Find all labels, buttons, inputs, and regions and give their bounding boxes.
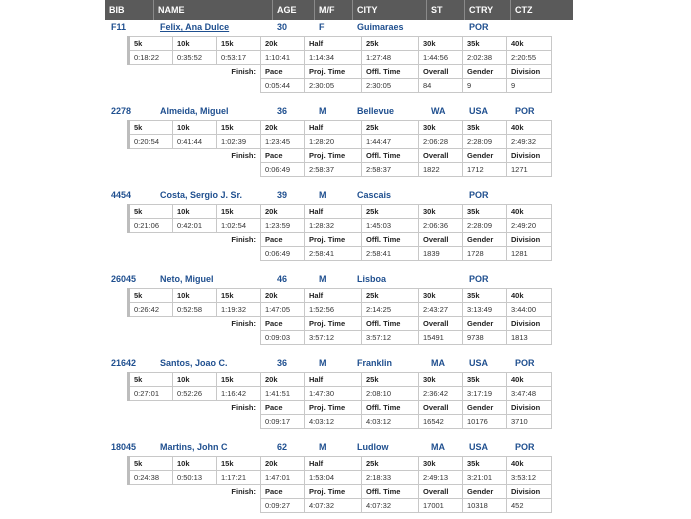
split-value-row [129, 471, 552, 485]
finish-spacer [129, 499, 261, 513]
split-time: 1:45:03 [362, 219, 419, 233]
split-time: 2:36:42 [419, 387, 463, 401]
split-time: 1:47:05 [261, 303, 305, 317]
split-value-row [129, 51, 552, 65]
split-value-row [129, 387, 552, 401]
split-time: 2:14:25 [362, 303, 419, 317]
split-label: Half [305, 289, 362, 303]
finish-spacer [129, 163, 261, 177]
finish-spacer [129, 331, 261, 345]
split-label: 10k [173, 457, 217, 471]
split-label: 20k [261, 205, 305, 219]
split-time: 3:17:19 [463, 387, 507, 401]
runner-country: POR [469, 22, 489, 32]
finish-label: Finish: [231, 67, 256, 77]
finish-stat-value: 2:58:41 [305, 247, 362, 261]
split-label-row [129, 373, 552, 387]
split-time: 3:13:49 [463, 303, 507, 317]
split-time: 1:28:32 [305, 219, 362, 233]
split-time: 3:53:12 [507, 471, 552, 485]
finish-stat-value: 3710 [507, 415, 552, 429]
finish-stat-label: Pace [261, 317, 305, 331]
runner-age: 30 [277, 22, 288, 32]
split-value-row [129, 135, 552, 149]
split-label: 25k [362, 373, 419, 387]
finish-stat-label: Offl. Time [362, 401, 419, 415]
finish-stat-label: Proj. Time [305, 401, 362, 415]
bib-number: 2278 [111, 106, 132, 116]
runner-country: USA [469, 442, 489, 452]
split-times-table [127, 288, 552, 345]
runner-summary-row [105, 356, 573, 370]
header-gender[interactable]: M/F [314, 0, 352, 20]
split-label: 5k [129, 121, 173, 135]
finish-stat-label: Pace [261, 485, 305, 499]
split-label: 5k [129, 373, 173, 387]
finish-label-row [129, 149, 552, 163]
split-time: 1:10:41 [261, 51, 305, 65]
finish-stat-label: Overall [419, 233, 463, 247]
finish-stat-value: 9 [463, 79, 507, 93]
finish-stat-label: Division [507, 233, 552, 247]
bib-number: 26045 [111, 274, 137, 284]
split-label: 30k [419, 289, 463, 303]
split-label: 15k [217, 121, 261, 135]
split-label: 15k [217, 37, 261, 51]
split-time: 0:27:01 [129, 387, 173, 401]
split-time: 2:02:38 [463, 51, 507, 65]
runner-name[interactable]: Almeida, Miguel [160, 106, 229, 116]
split-time: 0:21:06 [129, 219, 173, 233]
finish-label: Finish: [231, 487, 256, 497]
split-label: 15k [217, 373, 261, 387]
runner-citizenship: POR [515, 442, 535, 452]
finish-stat-label: Overall [419, 65, 463, 79]
finish-stat-value: 1271 [507, 163, 552, 177]
finish-stat-label: Proj. Time [305, 65, 362, 79]
split-label-row [129, 37, 552, 51]
finish-stat-value: 4:07:32 [362, 499, 419, 513]
finish-stat-value: 0:09:03 [261, 331, 305, 345]
runner-summary-row [105, 188, 573, 202]
runner-citizenship: POR [515, 106, 535, 116]
split-label: 40k [507, 37, 552, 51]
header-country[interactable]: CTRY [464, 0, 510, 20]
finish-stat-label: Pace [261, 233, 305, 247]
runner-age: 39 [277, 190, 288, 200]
runner-city: Lisboa [357, 274, 387, 284]
split-label: 25k [362, 289, 419, 303]
split-label: 15k [217, 289, 261, 303]
finish-stat-label: Proj. Time [305, 317, 362, 331]
finish-stat-label: Division [507, 149, 552, 163]
finish-stat-label: Gender [463, 233, 507, 247]
header-city[interactable]: CITY [352, 0, 426, 20]
split-times-table [127, 204, 552, 261]
split-label: 35k [463, 205, 507, 219]
split-time: 1:44:56 [419, 51, 463, 65]
split-time: 1:02:54 [217, 219, 261, 233]
split-label: 5k [129, 37, 173, 51]
split-time: 1:17:21 [217, 471, 261, 485]
finish-stat-label: Pace [261, 65, 305, 79]
split-value-row [129, 219, 552, 233]
split-time: 2:49:13 [419, 471, 463, 485]
split-label-row [129, 121, 552, 135]
split-label: 20k [261, 37, 305, 51]
runner-summary-row [105, 20, 573, 34]
finish-stat-value: 16542 [419, 415, 463, 429]
finish-label-row [129, 485, 552, 499]
runner-name[interactable]: Martins, John C [160, 442, 228, 452]
finish-value-row [129, 331, 552, 345]
split-time: 2:28:09 [463, 219, 507, 233]
runner-state: WA [431, 106, 446, 116]
split-time: 1:44:47 [362, 135, 419, 149]
split-time: 1:47:01 [261, 471, 305, 485]
runner-state: MA [431, 442, 445, 452]
split-label: 5k [129, 289, 173, 303]
split-label: Half [305, 373, 362, 387]
runner-country: POR [469, 190, 489, 200]
bib-number: 21642 [111, 358, 137, 368]
finish-label: Finish: [231, 235, 256, 245]
split-label: 10k [173, 205, 217, 219]
runner-age: 36 [277, 358, 288, 368]
split-label: 30k [419, 373, 463, 387]
finish-stat-value: 9738 [463, 331, 507, 345]
finish-stat-label: Overall [419, 401, 463, 415]
runner-gender: M [319, 274, 327, 284]
split-time: 2:06:28 [419, 135, 463, 149]
header-name[interactable]: NAME [153, 0, 272, 20]
split-label: 20k [261, 289, 305, 303]
split-times-table [127, 456, 552, 513]
runner-city: Franklin [357, 358, 393, 368]
finish-label: Finish: [231, 319, 256, 329]
finish-stat-label: Proj. Time [305, 149, 362, 163]
runner-age: 36 [277, 106, 288, 116]
split-label: Half [305, 457, 362, 471]
split-time: 2:43:27 [419, 303, 463, 317]
runner-city: Cascais [357, 190, 392, 200]
runner-gender: M [319, 442, 327, 452]
finish-stat-value: 0:06:49 [261, 247, 305, 261]
finish-stat-value: 2:30:05 [305, 79, 362, 93]
finish-value-row [129, 415, 552, 429]
finish-stat-label: Gender [463, 485, 507, 499]
runner-summary-row [105, 440, 573, 454]
finish-stat-value: 1822 [419, 163, 463, 177]
finish-stat-value: 1712 [463, 163, 507, 177]
finish-stat-label: Pace [261, 149, 305, 163]
split-time: 2:18:33 [362, 471, 419, 485]
split-label: 10k [173, 373, 217, 387]
split-time: 1:47:30 [305, 387, 362, 401]
runner-gender: F [319, 22, 325, 32]
split-label-row [129, 457, 552, 471]
split-time: 1:28:20 [305, 135, 362, 149]
runner-country: USA [469, 106, 489, 116]
finish-stat-value: 2:58:37 [305, 163, 362, 177]
split-time: 1:14:34 [305, 51, 362, 65]
finish-stat-value: 0:05:44 [261, 79, 305, 93]
split-label: 40k [507, 457, 552, 471]
runner-city: Ludlow [357, 442, 389, 452]
finish-value-row [129, 499, 552, 513]
finish-stat-value: 4:03:12 [362, 415, 419, 429]
finish-spacer [129, 79, 261, 93]
split-time: 1:23:45 [261, 135, 305, 149]
header-age[interactable]: AGE [272, 0, 314, 20]
split-time: 0:53:17 [217, 51, 261, 65]
split-label: 25k [362, 37, 419, 51]
runner-gender: M [319, 358, 327, 368]
split-label-row [129, 205, 552, 219]
finish-stat-label: Gender [463, 401, 507, 415]
split-label: 40k [507, 373, 552, 387]
finish-stat-value: 9 [507, 79, 552, 93]
split-value-row [129, 303, 552, 317]
finish-stat-value: 1728 [463, 247, 507, 261]
finish-stat-label: Overall [419, 485, 463, 499]
finish-spacer [129, 247, 261, 261]
split-label: 40k [507, 205, 552, 219]
split-label: 35k [463, 37, 507, 51]
split-time: 2:06:36 [419, 219, 463, 233]
finish-stat-label: Pace [261, 401, 305, 415]
split-time: 2:28:09 [463, 135, 507, 149]
finish-stat-label: Offl. Time [362, 149, 419, 163]
split-label: 40k [507, 289, 552, 303]
split-label: 25k [362, 457, 419, 471]
runner-citizenship: POR [515, 358, 535, 368]
split-time: 1:27:48 [362, 51, 419, 65]
split-label: 10k [173, 37, 217, 51]
split-label: 40k [507, 121, 552, 135]
finish-stat-value: 2:58:37 [362, 163, 419, 177]
finish-label-row [129, 317, 552, 331]
finish-value-row [129, 247, 552, 261]
finish-stat-value: 1281 [507, 247, 552, 261]
finish-label: Finish: [231, 403, 256, 413]
finish-label-row [129, 65, 552, 79]
split-label: 25k [362, 121, 419, 135]
finish-stat-label: Offl. Time [362, 317, 419, 331]
finish-stat-label: Gender [463, 149, 507, 163]
finish-stat-label: Offl. Time [362, 233, 419, 247]
split-time: 1:52:56 [305, 303, 362, 317]
split-times-table [127, 120, 552, 177]
split-label: 30k [419, 121, 463, 135]
split-time: 0:18:22 [129, 51, 173, 65]
finish-stat-value: 3:57:12 [305, 331, 362, 345]
runner-city: Bellevue [357, 106, 395, 116]
split-label: 30k [419, 457, 463, 471]
split-label: 30k [419, 37, 463, 51]
runner-city: Guimaraes [357, 22, 404, 32]
runner-gender: M [319, 106, 327, 116]
finish-stat-value: 0:06:49 [261, 163, 305, 177]
finish-stat-label: Overall [419, 149, 463, 163]
finish-stat-value: 4:07:32 [305, 499, 362, 513]
finish-stat-value: 84 [419, 79, 463, 93]
split-time: 0:26:42 [129, 303, 173, 317]
finish-stat-value: 15491 [419, 331, 463, 345]
finish-stat-value: 1813 [507, 331, 552, 345]
runner-name[interactable]: Felix, Ana Dulce [160, 22, 230, 32]
split-label: 30k [419, 205, 463, 219]
split-time: 1:41:51 [261, 387, 305, 401]
finish-stat-label: Proj. Time [305, 485, 362, 499]
split-time: 2:49:32 [507, 135, 552, 149]
split-label: Half [305, 37, 362, 51]
split-label: Half [305, 205, 362, 219]
finish-stat-value: 2:58:41 [362, 247, 419, 261]
split-time: 2:08:10 [362, 387, 419, 401]
finish-stat-value: 2:30:05 [362, 79, 419, 93]
runner-gender: M [319, 190, 327, 200]
split-time: 0:41:44 [173, 135, 217, 149]
header-state[interactable]: ST [426, 0, 464, 20]
runner-country: USA [469, 358, 489, 368]
split-label: 35k [463, 289, 507, 303]
runner-age: 46 [277, 274, 288, 284]
finish-label: Finish: [231, 151, 256, 161]
split-time: 0:52:58 [173, 303, 217, 317]
finish-stat-label: Proj. Time [305, 233, 362, 247]
runner-state: MA [431, 358, 445, 368]
finish-stat-label: Gender [463, 65, 507, 79]
finish-stat-value: 0:09:17 [261, 415, 305, 429]
header-citizenship[interactable]: CTZ [510, 0, 573, 20]
finish-stat-label: Offl. Time [362, 65, 419, 79]
split-time: 2:20:55 [507, 51, 552, 65]
finish-stat-value: 3:57:12 [362, 331, 419, 345]
split-label: 10k [173, 289, 217, 303]
header-bib[interactable]: BIB [109, 5, 125, 15]
bib-number: F11 [111, 22, 127, 32]
split-time: 1:23:59 [261, 219, 305, 233]
bib-number: 18045 [111, 442, 137, 452]
finish-stat-value: 0:09:27 [261, 499, 305, 513]
split-label: 35k [463, 457, 507, 471]
finish-label-row [129, 401, 552, 415]
split-label: 35k [463, 121, 507, 135]
split-time: 0:52:26 [173, 387, 217, 401]
finish-stat-value: 4:03:12 [305, 415, 362, 429]
split-time: 0:24:38 [129, 471, 173, 485]
finish-stat-label: Division [507, 401, 552, 415]
split-label: 25k [362, 205, 419, 219]
split-label: 20k [261, 121, 305, 135]
runner-age: 62 [277, 442, 288, 452]
bib-number: 4454 [111, 190, 132, 200]
finish-stat-label: Division [507, 317, 552, 331]
finish-label-row [129, 233, 552, 247]
split-label: 15k [217, 205, 261, 219]
split-time: 0:35:52 [173, 51, 217, 65]
split-time: 2:49:20 [507, 219, 552, 233]
split-time: 3:44:00 [507, 303, 552, 317]
split-time: 1:19:32 [217, 303, 261, 317]
split-time: 3:47:48 [507, 387, 552, 401]
runner-name[interactable]: Neto, Miguel [160, 274, 214, 284]
split-time: 1:53:04 [305, 471, 362, 485]
runner-name[interactable]: Costa, Sergio J. Sr. [160, 190, 243, 200]
split-label: 5k [129, 205, 173, 219]
split-label: 20k [261, 457, 305, 471]
split-label: 35k [463, 373, 507, 387]
finish-stat-label: Division [507, 65, 552, 79]
runner-name[interactable]: Santos, Joao C. [160, 358, 228, 368]
split-times-table [127, 372, 552, 429]
split-label-row [129, 289, 552, 303]
runner-summary-row [105, 272, 573, 286]
split-label: 5k [129, 457, 173, 471]
split-time: 1:16:42 [217, 387, 261, 401]
split-times-table [127, 36, 552, 93]
split-label: Half [305, 121, 362, 135]
finish-stat-value: 1839 [419, 247, 463, 261]
finish-stat-label: Offl. Time [362, 485, 419, 499]
split-label: 10k [173, 121, 217, 135]
finish-stat-value: 10318 [463, 499, 507, 513]
finish-stat-value: 10176 [463, 415, 507, 429]
split-time: 3:21:01 [463, 471, 507, 485]
finish-stat-label: Overall [419, 317, 463, 331]
finish-spacer [129, 415, 261, 429]
finish-stat-value: 452 [507, 499, 552, 513]
runner-summary-row [105, 104, 573, 118]
split-time: 0:42:01 [173, 219, 217, 233]
split-time: 0:20:54 [129, 135, 173, 149]
finish-stat-label: Gender [463, 317, 507, 331]
runner-country: POR [469, 274, 489, 284]
split-label: 20k [261, 373, 305, 387]
finish-value-row [129, 163, 552, 177]
split-label: 15k [217, 457, 261, 471]
split-time: 1:02:39 [217, 135, 261, 149]
finish-stat-value: 17001 [419, 499, 463, 513]
split-time: 0:50:13 [173, 471, 217, 485]
results-header [105, 0, 573, 20]
finish-value-row [129, 79, 552, 93]
finish-stat-label: Division [507, 485, 552, 499]
